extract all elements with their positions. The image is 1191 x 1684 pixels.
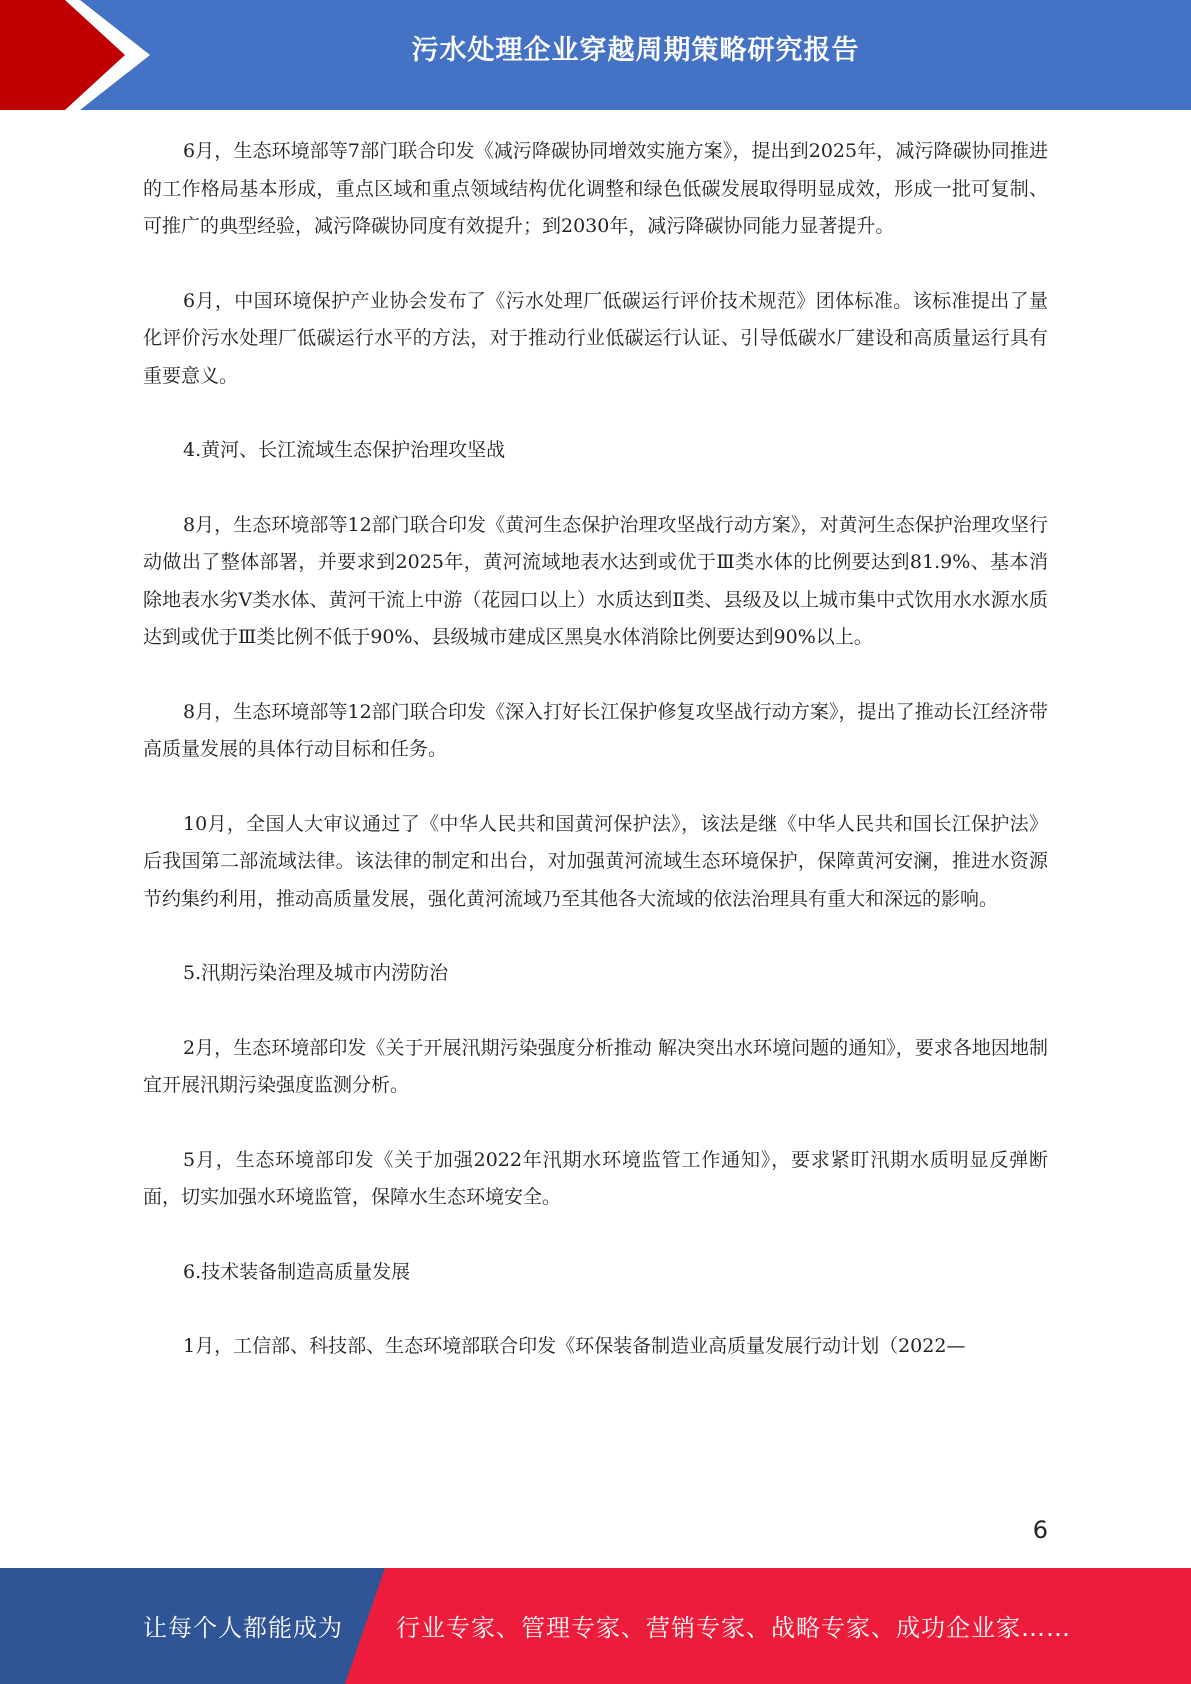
- report-title: 污水处理企业穿越周期策略研究报告: [411, 35, 860, 66]
- paragraph: 10月，全国人大审议通过了《中华人民共和国黄河保护法》，该法是继《中华人民共和国长江保护法》后我国第二部流域法律。该法律的制定和出台，对加强黄河流域生态环境保护，保障黄河安澜，推进水资源节约集约利用，推动高质量发展，强化黄河流域乃至其他各大流域的依法治理具有重大和深远的影响。: [143, 812, 1048, 910]
- paragraph: 8月，生态环境部等12部门联合印发《黄河生态保护治理攻坚战行动方案》，对黄河生态保护治理攻坚行动做出了整体部署，并要求到2025年，黄河流域地表水达到或优于Ⅲ类水体的比例要达到81.9%、基本消除地表水劣Ⅴ类水体、黄河干流上中游（花园口以上）水质达到Ⅱ类、县级及以上城市集中式饮用水水源水质达到或优于Ⅲ类比例不低于90%、县级城市建成区黑臭水体消除比例要达到90%以上。: [143, 513, 1048, 648]
- page-footer: [0, 1568, 1191, 1684]
- section-heading: 5.汛期污染治理及城市内涝防治: [183, 962, 449, 984]
- page-number: 6: [1032, 1516, 1048, 1544]
- section-heading: 4.黄河、长江流域生态保护治理攻坚战: [183, 439, 506, 461]
- paragraph: 1月，工信部、科技部、生态环境部联合印发《环保装备制造业高质量发展行动计划（2022—: [183, 1335, 966, 1357]
- page-header: [0, 0, 1191, 110]
- footer-slogan-right: 行业专家、管理专家、营销专家、战略专家、成功企业家……: [396, 1614, 1071, 1642]
- paragraph: 8月，生态环境部等12部门联合印发《深入打好长江保护修复攻坚战行动方案》，提出了推动长江经济带高质量发展的具体行动目标和任务。: [143, 700, 1048, 760]
- paragraph: 6月，生态环境部等7部门联合印发《减污降碳协同增效实施方案》，提出到2025年，减污降碳协同推进的工作格局基本形成，重点区域和重点领域结构优化调整和绿色低碳发展取得明显成效，形成一批可复制、可推广的典型经验，减污降碳协同度有效提升；到2030年，减污降碳协同能力显著提升。: [143, 140, 1048, 237]
- report-body: [143, 133, 1048, 1403]
- footer-slogan-left: 让每个人都能成为: [143, 1614, 343, 1642]
- paragraph: 6月，中国环境保护产业协会发布了《污水处理厂低碳运行评价技术规范》团体标准。该标准提出了量化评价污水处理厂低碳运行水平的方法，对于推动行业低碳运行认证、引导低碳水厂建设和高质量运行具有重要意义。: [143, 289, 1048, 387]
- paragraph: 5月，生态环境部印发《关于加强2022年汛期水环境监管工作通知》，要求紧盯汛期水质明显反弹断面，切实加强水环境监管，保障水生态环境安全。: [143, 1148, 1048, 1208]
- section-heading: 6.技术装备制造高质量发展: [183, 1260, 411, 1283]
- paragraph: 2月，生态环境部印发《关于开展汛期污染强度分析推动 解决突出水环境问题的通知》，要求各地因地制宜开展汛期污染强度监测分析。: [143, 1036, 1048, 1096]
